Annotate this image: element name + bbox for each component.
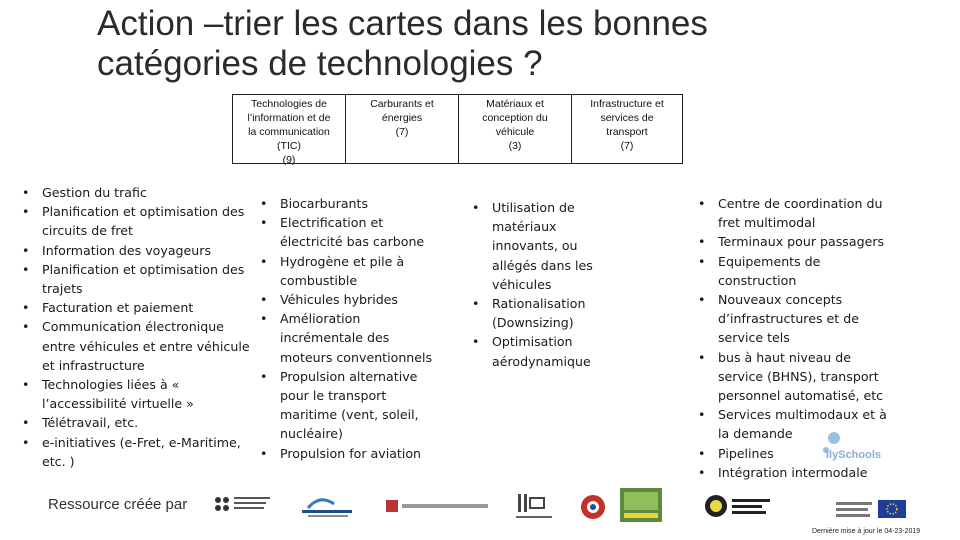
card-item[interactable]: • Intégration intermodale [696, 463, 896, 482]
regione-abruzzo-logo [386, 498, 490, 519]
card-item[interactable]: • Equipements de construction [696, 252, 896, 290]
card-item[interactable]: • Gestion du trafic [20, 183, 260, 202]
card-item[interactable]: • Télétravail, etc. [20, 413, 260, 432]
category-materiaux-label: Matériaux et conception du véhicule (3) [482, 98, 548, 152]
erasmus-eu-logo [836, 498, 908, 525]
category-tic[interactable] [232, 94, 345, 164]
card-item[interactable]: • bus à haut niveau de service (BHNS), transport personnel automatisé, etc [696, 348, 896, 406]
manchester-metropolitan-logo [212, 494, 274, 523]
category-carburants-label: Carburants et énergies (7) [370, 98, 434, 138]
category-carburants[interactable] [345, 94, 458, 164]
card-item[interactable]: • Optimisation aérodynamique [470, 332, 610, 370]
category-infrastructure[interactable] [571, 94, 683, 164]
card-item[interactable]: • Propulsion for aviation [258, 444, 438, 463]
ilyschools-watermark-logo [822, 428, 892, 474]
page-title: Action –trier les cartes dans les bonnes catégories de technologies ? [97, 4, 708, 83]
card-item[interactable]: • Nouveaux concepts d’infrastructures et de service tels [696, 290, 896, 348]
card-item[interactable]: • Terminaux pour passagers [696, 232, 896, 251]
cards-list-materiaux [470, 198, 610, 371]
category-infrastructure-label: Infrastructure et services de transport (7) [590, 98, 664, 152]
card-item[interactable]: • Propulsion alternative pour le transport maritime (vent, soleil, nucléaire) [258, 367, 438, 444]
card-item[interactable]: • Pipelines [696, 444, 896, 463]
card-item[interactable]: • Technologies liées à « l’accessibilité virtuelle » [20, 375, 260, 413]
card-item[interactable]: • Hydrogène et pile à combustible [258, 252, 438, 290]
category-tic-label: Technologies de l’information et de la communication (TIC) (9) [247, 98, 331, 166]
green-project-logo [620, 488, 662, 527]
universite-de-lorraine-logo [704, 494, 774, 525]
card-item[interactable]: • Amélioration incrémentale des moteurs conventionnels [258, 309, 438, 367]
card-item[interactable]: • Information des voyageurs [20, 241, 260, 260]
card-item[interactable]: • Véhicules hybrides [258, 290, 438, 309]
card-item[interactable]: • Services multimodaux et à la demande [696, 405, 896, 443]
ufc-logo [514, 490, 554, 527]
card-item[interactable]: • Communication électronique entre véhicules et entre véhicule et infrastructure [20, 317, 260, 375]
category-headers [232, 94, 683, 164]
card-item[interactable]: • Electrification et électricité bas carbone [258, 213, 438, 251]
card-item[interactable]: • Planification et optimisation des trajets [20, 260, 260, 298]
card-item[interactable]: • e-initiatives (e-Fret, e-Maritime, etc. ) [20, 433, 260, 471]
card-item[interactable]: • Facturation et paiement [20, 298, 260, 317]
watermark-text: IlySchools [826, 449, 882, 461]
cards-list-carburants [258, 194, 438, 463]
card-item[interactable]: • Centre de coordination du fret multimodal [696, 194, 896, 232]
card-item[interactable]: • Planification et optimisation des circuits de fret [20, 202, 260, 240]
emblem-logo [580, 494, 606, 525]
category-materiaux[interactable] [458, 94, 571, 164]
card-item[interactable]: • Utilisation de matériaux innovants, ou allégés dans les véhicules [470, 198, 610, 294]
card-item[interactable]: • Rationalisation (Downsizing) [470, 294, 610, 332]
card-item[interactable]: • Biocarburants [258, 194, 438, 213]
cards-list-tic [20, 183, 260, 471]
credit-text: Ressource créée par [48, 496, 188, 513]
transport-logo [300, 492, 360, 525]
last-updated-date: Dernière mise à jour le 04-23-2019 [812, 528, 921, 535]
